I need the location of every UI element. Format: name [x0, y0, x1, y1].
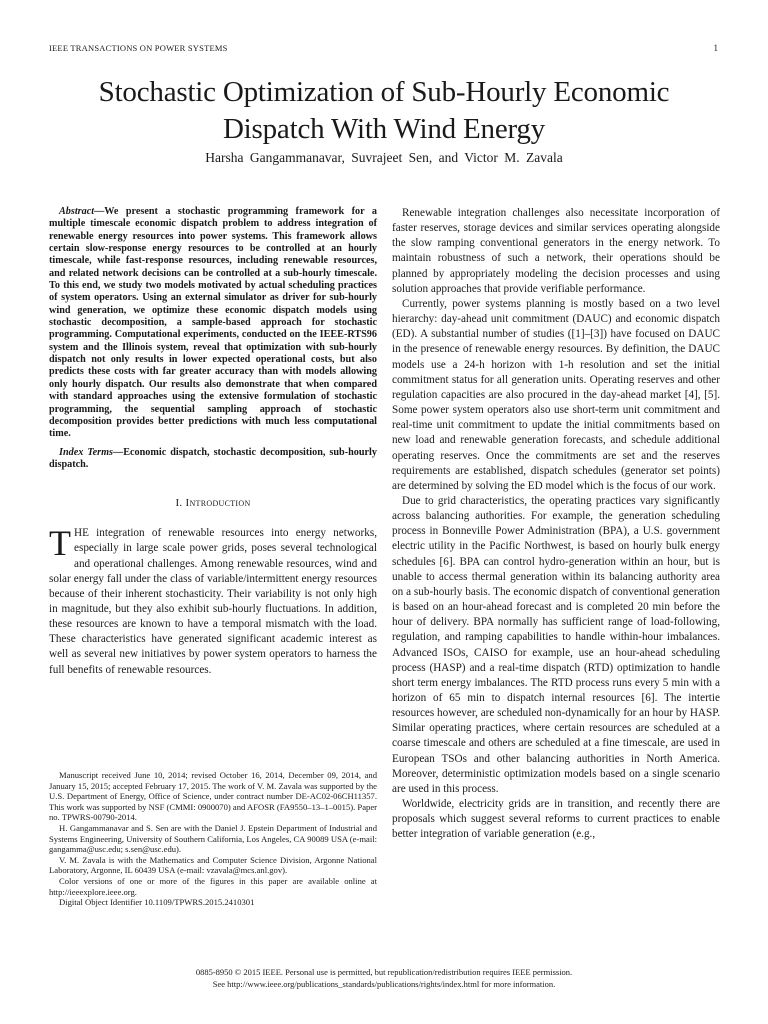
paper-title — [40, 74, 728, 148]
index-terms-text: Economic dispatch, stochastic decomposition, sub-hourly dispatch. — [49, 446, 377, 470]
footnote-manuscript: Manuscript received June 10, 2014; revised October 16, 2014, December 09, 2014, and January 15, 2015; accepted February 17, 2015. The work of V. M. Zavala was supported by the U.S. Department of Energy, Office of Science, under contract number DE-AC02-06CH11357. This work was supported by NSF (CMMI: 0900070) and AFOSR (FA9550–13–1–0015). Paper no. TPWRS-00790-2014. — [49, 770, 377, 823]
intro-paragraph — [49, 523, 377, 678]
section-number: I. — [175, 497, 183, 510]
page-number: 1 — [713, 43, 718, 53]
author-list: Harsha Gangammanavar, Suvrajeet Sen, and Victor M. Zavala — [205, 150, 563, 165]
copyright-line: 0885-8950 © 2015 IEEE. Personal use is permitted, but republication/redistribution requires IEEE permission. — [195, 967, 573, 977]
intro-text: HE integration of renewable resources into energy networks, especially in large scale power grids, poses several technological and operational challenges. Among renewable resources, wind and solar energy fall under the class of variable/intermittent energy resources because of their inherent stochasticity. Their variability is not only high in magnitude, but they also exhibit sub-hourly fluctuations. In addition, these resources are known to have a temporal mismatch with the load. These characteristics have generated significant academic interest as well as several new initiatives by power system operators to harness the full benefits of renewable resources. — [49, 527, 377, 676]
paragraph: Renewable integration challenges also necessitate incorporation of faster reserves, storage devices and similar services operating alongside the slow ramping conventional generators in the energy network. To maintain robustness of such a network, their operations should be planned by appropriately modeling the decision processes and using solution approaches that provide verifiable performance. — [392, 207, 720, 295]
index-terms-label: Index Terms— — [59, 446, 124, 458]
left-column — [49, 206, 377, 678]
section-heading-introduction — [49, 497, 377, 509]
paragraph: Currently, power systems planning is mostly based on a two level hierarchy: day-ahead unit commitment (DAUC) and economic dispatch (ED). A substantial number of studies ([1]–[3]) have focused on DAUC in the presence of renewable energy resources. By definition, the DAUC models use a 24-h horizon with 1-h resolution and set the initial commitment status for all generation units. Operating reserves and other regulation capacities are also procured in the day-ahead market [4], [5]. Some power system operators also use short-term unit commitment and real-time unit commitment to update the initial commitments based on new load and renewable generation forecasts, and schedule additional operating reserves. Once the commitments are set and the reserves requirements are established, dispatch schedules (generator set points) are determined by solving the ED model which is the focus of our work. — [392, 297, 720, 492]
abstract — [49, 206, 377, 441]
copyright-footer — [0, 966, 768, 990]
title-line-2: Dispatch With Wind Energy — [222, 113, 546, 145]
footnote-affiliation-usc: H. Gangammanavar and S. Sen are with the Daniel J. Epstein Department of Industrial and Systems Engineering, University of Southern California, Los Angeles, CA 90089 USA (e-mail: gangamma@usc.edu; s.sen@usc.edu). — [49, 822, 377, 855]
index-terms — [49, 447, 377, 472]
abstract-text: We present a stochastic programming framework for a multiple timescale economic dispatch problem to address integration of renewable energy resources into power systems. This framework allows certain slow-response energy resources to be controlled at an hourly timescale, while fast-response resources, including renewable resources, and related network decisions can be controlled at a sub-hourly timescale. To this end, we study two models motivated by actual scheduling practices of system operators. Using an external simulator as driver for sub-hourly wind generation, we optimize these economic dispatch models using stochastic decomposition, a sample-based approach for stochastic programming. Computational experiments, conducted on the IEEE-RTS96 system and the Illinois system, reveal that optimization with sub-hourly dispatch not only results in lower expected operational costs, but also predicts these costs with far greater accuracy than with models allowing only hourly dispatch. Our results also demonstrate that when compared with standard approaches using the extensive formulation of stochastic programming, the sequential sampling approach of stochastic decomposition provides better predictions with much less computational time. — [49, 206, 377, 440]
drop-cap: T — [49, 523, 71, 564]
footnote-doi: Digital Object Identifier 10.1109/TPWRS.2015.2410301 — [59, 897, 255, 908]
journal-header: IEEE TRANSACTIONS ON POWER SYSTEMS — [49, 43, 228, 53]
title-line-1: Stochastic Optimization of Sub-Hourly Economic — [98, 76, 670, 108]
right-column — [392, 206, 720, 843]
paragraph: Due to grid characteristics, the operating practices vary significantly across balancing authorities. For example, the generation scheduling process in Bonneville Power Administration (BPA), a U.S. government electric utility in the Pacific Northwest, is based on hourly bulk energy schedules [6]. BPA can control hydro-generation within an hour, but is unable to access thermal generation within its balancing authority area on a sub-hourly basis. The economic dispatch of conventional generation is based on an hour-ahead forecast and is completed 20 min before the hour of delivery. BPA normally has sufficient range of load-following, regulation, and ramping capabilities to handle within-hour imbalances. Advanced ISOs, CAISO for example, use an hour-ahead scheduling process (HASP) and a real-time dispatch (RTD) optimization to handle short term energy imbalances. The RTD process runs every 5 min with a horizon of 65 min to dispatch internal resources [6]. The intertie resources however, are scheduled non-dynamically for an hour by HASP. Similar operating practices, where certain resources are scheduled at a coarse timescale and others are scheduled at a fine timescale, are used in European TSOs and other balancing authorities in North America. Moreover, deterministic optimization models based on a single scenario are used in this process. — [392, 494, 720, 795]
rights-link-line: See http://www.ieee.org/publications_standards/publications/rights/index.html for more information. — [212, 979, 556, 989]
footnotes — [49, 770, 377, 908]
footnote-color-versions: Color versions of one or more of the figures in this paper are available online at http://ieeexplore.ieee.org. — [49, 875, 377, 897]
section-title: Introduction — [185, 497, 251, 510]
footnote-affiliation-argonne: V. M. Zavala is with the Mathematics and Computer Science Division, Argonne National Laboratory, Argonne, IL 60439 USA (e-mail: vzavala@mcs.anl.gov). — [49, 854, 377, 876]
paragraph: Worldwide, electricity grids are in transition, and recently there are proposals which suggest several reforms to current practices to enable better integration of variable generation (e.g., — [392, 798, 720, 841]
abstract-label: Abstract— — [59, 206, 105, 217]
